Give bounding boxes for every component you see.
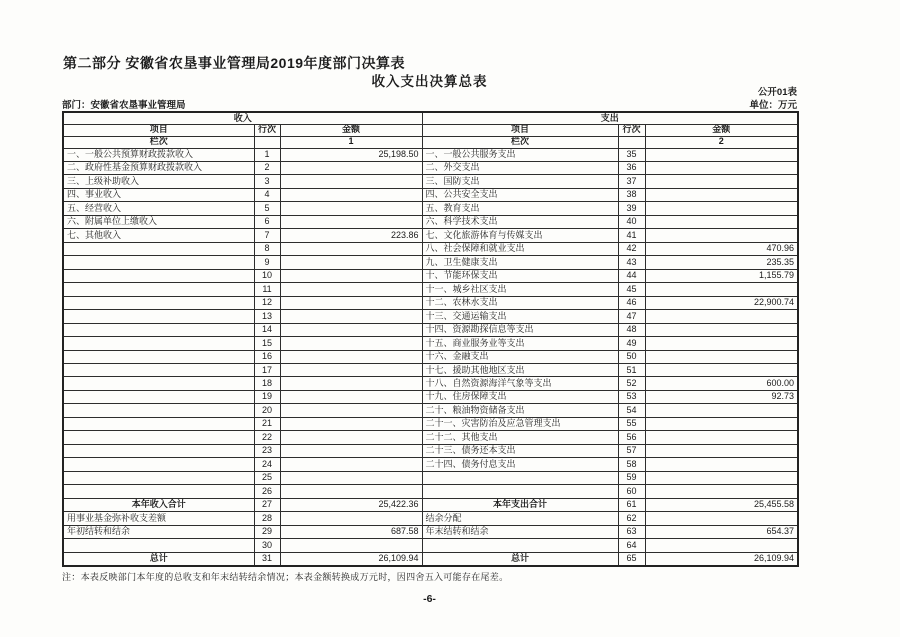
- table-row: [63, 350, 798, 363]
- income-item-cell: [63, 458, 254, 471]
- expense-amount-cell: [645, 364, 798, 377]
- expense-rowno-cell: 54: [618, 404, 645, 417]
- income-amount-cell: [280, 175, 422, 188]
- column-header-row: [63, 124, 798, 136]
- income-rowno-column-header: 行次: [254, 124, 280, 136]
- table-row: [63, 296, 798, 309]
- table-row: [63, 485, 798, 498]
- expense-rowno-cell: 36: [618, 161, 645, 174]
- expense-amount-cell: 600.00: [645, 377, 798, 390]
- income-item-cell: [63, 269, 254, 282]
- income-rowno-cell: 19: [254, 390, 280, 403]
- income-rowno-cell: 29: [254, 525, 280, 538]
- income-amount-cell: [280, 417, 422, 430]
- expense-item-cell: [422, 471, 618, 484]
- table-row: [63, 283, 798, 296]
- income-rowno-cell: 28: [254, 512, 280, 525]
- expense-rowno-cell: 39: [618, 202, 645, 215]
- income-rowno-cell: 31: [254, 552, 280, 566]
- expense-amount-cell: [645, 350, 798, 363]
- expense-item-cell: 八、社会保障和就业支出: [422, 242, 618, 255]
- income-item-cell: [63, 377, 254, 390]
- income-rowno-cell: 14: [254, 323, 280, 336]
- expense-item-cell: 七、文化旅游体育与传媒支出: [422, 229, 618, 242]
- income-rowno-cell: 6: [254, 215, 280, 228]
- table-row: [63, 242, 798, 255]
- expense-rowno-cell: 49: [618, 337, 645, 350]
- table-row: [63, 256, 798, 269]
- table-row: [63, 337, 798, 350]
- expense-rowno-cell: 37: [618, 175, 645, 188]
- income-amount-cell: [280, 377, 422, 390]
- income-amount-cell: [280, 364, 422, 377]
- income-amount-cell: [280, 539, 422, 552]
- income-item-cell: 用事业基金弥补收支差额: [63, 512, 254, 525]
- expense-rowno-cell: 53: [618, 390, 645, 403]
- expense-amount-cell: [645, 417, 798, 430]
- expense-amount-cell: [645, 323, 798, 336]
- income-item-cell: 六、附属单位上缴收入: [63, 215, 254, 228]
- section-header-row: [63, 112, 798, 124]
- income-amount-cell: 25,198.50: [280, 148, 422, 161]
- income-item-cell: [63, 337, 254, 350]
- expense-amount-cell: [645, 512, 798, 525]
- expense-rowno-index-blank: [618, 136, 645, 148]
- income-amount-cell: [280, 296, 422, 309]
- income-rowno-cell: 26: [254, 485, 280, 498]
- table-row: [63, 202, 798, 215]
- expense-rowno-cell: 46: [618, 296, 645, 309]
- income-item-cell: [63, 350, 254, 363]
- expense-item-cell: 二十、粮油物资储备支出: [422, 404, 618, 417]
- expense-item-cell: 十五、商业服务业等支出: [422, 337, 618, 350]
- income-rowno-cell: 17: [254, 364, 280, 377]
- expense-rowno-cell: 65: [618, 552, 645, 566]
- income-amount-cell: 223.86: [280, 229, 422, 242]
- expense-rowno-cell: 48: [618, 323, 645, 336]
- income-amount-cell: [280, 323, 422, 336]
- income-item-cell: 四、事业收入: [63, 188, 254, 201]
- income-rowno-cell: 1: [254, 148, 280, 161]
- page-number: -6-: [423, 593, 436, 605]
- expense-item-cell: 一、一般公共服务支出: [422, 148, 618, 161]
- income-item-cell: [63, 283, 254, 296]
- expense-amount-cell: 22,900.74: [645, 296, 798, 309]
- income-rowno-cell: 7: [254, 229, 280, 242]
- expense-item-cell: 六、科学技术支出: [422, 215, 618, 228]
- income-rowno-cell: 4: [254, 188, 280, 201]
- expense-amount-cell: 654.37: [645, 525, 798, 538]
- income-rowno-cell: 9: [254, 256, 280, 269]
- income-column-index: 1: [280, 136, 422, 148]
- income-item-cell: 一、一般公共预算财政拨款收入: [63, 148, 254, 161]
- table-row: [63, 525, 798, 538]
- expense-item-cell: 二十三、债务还本支出: [422, 444, 618, 457]
- income-item-cell: 二、政府性基金预算财政拨款收入: [63, 161, 254, 174]
- expense-amount-cell: [645, 444, 798, 457]
- income-rowno-cell: 24: [254, 458, 280, 471]
- income-rowno-cell: 30: [254, 539, 280, 552]
- table-row: [63, 161, 798, 174]
- expense-rowno-cell: 50: [618, 350, 645, 363]
- expense-amount-cell: [645, 229, 798, 242]
- table-row: [63, 390, 798, 403]
- income-rowno-cell: 5: [254, 202, 280, 215]
- expense-item-cell: 十二、农林水支出: [422, 296, 618, 309]
- income-item-cell: 七、其他收入: [63, 229, 254, 242]
- unit-label: 单位：万元: [749, 100, 797, 111]
- expense-item-cell: 结余分配: [422, 512, 618, 525]
- income-rowno-cell: 2: [254, 161, 280, 174]
- expense-column-index-label: 栏次: [422, 136, 618, 148]
- table-title: 收入支出决算总表: [371, 74, 488, 89]
- expense-item-cell: 十三、交通运输支出: [422, 310, 618, 323]
- expense-rowno-cell: 38: [618, 188, 645, 201]
- expense-section-header: 支出: [422, 112, 798, 124]
- expense-item-cell: 十九、住房保障支出: [422, 390, 618, 403]
- income-amount-cell: [280, 310, 422, 323]
- income-rowno-cell: 13: [254, 310, 280, 323]
- income-amount-cell: 25,422.36: [280, 498, 422, 511]
- expense-amount-cell: 470.96: [645, 242, 798, 255]
- expense-rowno-cell: 35: [618, 148, 645, 161]
- expense-rowno-cell: 45: [618, 283, 645, 296]
- income-item-cell: [63, 256, 254, 269]
- expense-item-cell: 三、国防支出: [422, 175, 618, 188]
- income-rowno-cell: 8: [254, 242, 280, 255]
- income-item-cell: [63, 310, 254, 323]
- table-row: [63, 229, 798, 242]
- income-amount-cell: 26,109.94: [280, 552, 422, 566]
- expense-item-cell: 二十四、债务付息支出: [422, 458, 618, 471]
- income-amount-cell: [280, 431, 422, 444]
- table-row: [63, 364, 798, 377]
- expense-rowno-cell: 58: [618, 458, 645, 471]
- expense-item-cell: 十六、金融支出: [422, 350, 618, 363]
- expense-amount-cell: [645, 539, 798, 552]
- expense-amount-cell: [645, 215, 798, 228]
- expense-column-index: 2: [645, 136, 798, 148]
- expense-item-cell: 十七、援助其他地区支出: [422, 364, 618, 377]
- income-item-cell: [63, 364, 254, 377]
- expense-item-cell: 十八、自然资源海洋气象等支出: [422, 377, 618, 390]
- income-amount-cell: [280, 458, 422, 471]
- table-row: [63, 175, 798, 188]
- expense-rowno-cell: 64: [618, 539, 645, 552]
- income-item-column-header: 项目: [63, 124, 254, 136]
- column-index-row: [63, 136, 798, 148]
- table-row: [63, 269, 798, 282]
- income-amount-cell: [280, 350, 422, 363]
- table-row: [63, 458, 798, 471]
- table-row: [63, 431, 798, 444]
- expense-amount-cell: [645, 431, 798, 444]
- income-item-cell: [63, 404, 254, 417]
- income-item-cell: [63, 296, 254, 309]
- expense-rowno-cell: 40: [618, 215, 645, 228]
- income-amount-cell: [280, 404, 422, 417]
- table-row: [63, 377, 798, 390]
- expense-rowno-cell: 47: [618, 310, 645, 323]
- income-amount-cell: [280, 471, 422, 484]
- expense-amount-cell: 25,455.58: [645, 498, 798, 511]
- expense-rowno-cell: 57: [618, 444, 645, 457]
- income-amount-cell: [280, 202, 422, 215]
- expense-rowno-cell: 42: [618, 242, 645, 255]
- income-item-cell: [63, 390, 254, 403]
- income-amount-cell: [280, 283, 422, 296]
- income-amount-cell: 687.58: [280, 525, 422, 538]
- income-amount-column-header: 金额: [280, 124, 422, 136]
- table-row: [63, 148, 798, 161]
- income-rowno-cell: 22: [254, 431, 280, 444]
- expense-amount-cell: [645, 337, 798, 350]
- expense-item-column-header: 项目: [422, 124, 618, 136]
- income-column-index-label: 栏次: [63, 136, 254, 148]
- expense-amount-cell: [645, 175, 798, 188]
- expense-amount-cell: [645, 404, 798, 417]
- expense-rowno-cell: 44: [618, 269, 645, 282]
- income-rowno-cell: 11: [254, 283, 280, 296]
- expense-amount-cell: [645, 148, 798, 161]
- expense-item-cell: 本年支出合计: [422, 498, 618, 511]
- expense-item-cell: 二十一、灾害防治及应急管理支出: [422, 417, 618, 430]
- expense-amount-cell: [645, 485, 798, 498]
- expense-item-cell: [422, 539, 618, 552]
- expense-item-cell: 二十二、其他支出: [422, 431, 618, 444]
- income-rowno-cell: 16: [254, 350, 280, 363]
- expense-rowno-cell: 61: [618, 498, 645, 511]
- expense-item-cell: 五、教育支出: [422, 202, 618, 215]
- expense-rowno-cell: 60: [618, 485, 645, 498]
- expense-rowno-cell: 55: [618, 417, 645, 430]
- income-amount-cell: [280, 337, 422, 350]
- expense-amount-cell: [645, 283, 798, 296]
- expense-item-cell: 四、公共安全支出: [422, 188, 618, 201]
- table-row: [63, 552, 798, 566]
- expense-rowno-cell: 51: [618, 364, 645, 377]
- expense-amount-cell: 26,109.94: [645, 552, 798, 566]
- income-rowno-index-blank: [254, 136, 280, 148]
- income-amount-cell: [280, 444, 422, 457]
- expense-rowno-cell: 43: [618, 256, 645, 269]
- income-rowno-cell: 21: [254, 417, 280, 430]
- footnote: 注：本表反映部门本年度的总收支和年末结转结余情况；本表金额转换成万元时，因四舍五入可能存在尾差。: [62, 572, 509, 582]
- income-item-cell: 五、经营收入: [63, 202, 254, 215]
- table-row: [63, 539, 798, 552]
- income-item-cell: [63, 471, 254, 484]
- income-amount-cell: [280, 215, 422, 228]
- income-item-cell: 总计: [63, 552, 254, 566]
- income-amount-cell: [280, 390, 422, 403]
- expense-rowno-cell: 62: [618, 512, 645, 525]
- expense-item-cell: 九、卫生健康支出: [422, 256, 618, 269]
- table-row: [63, 188, 798, 201]
- income-expense-summary-table: [62, 111, 799, 567]
- expense-amount-cell: [645, 458, 798, 471]
- income-amount-cell: [280, 188, 422, 201]
- table-row: [63, 512, 798, 525]
- department-label: 部门：安徽省农垦事业管理局: [62, 100, 186, 111]
- income-item-cell: [63, 323, 254, 336]
- expense-rowno-cell: 52: [618, 377, 645, 390]
- income-item-cell: [63, 431, 254, 444]
- expense-rowno-cell: 59: [618, 471, 645, 484]
- income-rowno-cell: 12: [254, 296, 280, 309]
- table-row: [63, 444, 798, 457]
- expense-amount-cell: [645, 310, 798, 323]
- expense-amount-cell: 1,155.79: [645, 269, 798, 282]
- document-title: 第二部分 安徽省农垦事业管理局2019年度部门决算表: [63, 55, 406, 71]
- income-item-cell: [63, 242, 254, 255]
- form-code-label: 公开01表: [757, 87, 797, 98]
- expense-item-cell: 总计: [422, 552, 618, 566]
- expense-amount-cell: 92.73: [645, 390, 798, 403]
- income-rowno-cell: 27: [254, 498, 280, 511]
- expense-item-cell: 十、节能环保支出: [422, 269, 618, 282]
- table-row: [63, 471, 798, 484]
- income-rowno-cell: 23: [254, 444, 280, 457]
- table-row: [63, 417, 798, 430]
- income-rowno-cell: 18: [254, 377, 280, 390]
- expense-amount-cell: [645, 202, 798, 215]
- expense-item-cell: 二、外交支出: [422, 161, 618, 174]
- expense-item-cell: 年末结转和结余: [422, 525, 618, 538]
- expense-item-cell: 十一、城乡社区支出: [422, 283, 618, 296]
- expense-item-cell: 十四、资源勘探信息等支出: [422, 323, 618, 336]
- income-item-cell: [63, 539, 254, 552]
- income-amount-cell: [280, 256, 422, 269]
- income-rowno-cell: 15: [254, 337, 280, 350]
- expense-item-cell: [422, 485, 618, 498]
- expense-amount-cell: 235.35: [645, 256, 798, 269]
- table-row: [63, 404, 798, 417]
- expense-amount-cell: [645, 188, 798, 201]
- income-amount-cell: [280, 269, 422, 282]
- expense-rowno-cell: 63: [618, 525, 645, 538]
- income-amount-cell: [280, 161, 422, 174]
- expense-rowno-column-header: 行次: [618, 124, 645, 136]
- income-item-cell: 三、上级补助收入: [63, 175, 254, 188]
- income-rowno-cell: 3: [254, 175, 280, 188]
- expense-amount-column-header: 金额: [645, 124, 798, 136]
- table-row: [63, 498, 798, 511]
- income-amount-cell: [280, 242, 422, 255]
- income-rowno-cell: 20: [254, 404, 280, 417]
- table-meta-row: [62, 97, 797, 111]
- expense-amount-cell: [645, 161, 798, 174]
- income-section-header: 收入: [63, 112, 422, 124]
- income-item-cell: [63, 417, 254, 430]
- income-item-cell: 年初结转和结余: [63, 525, 254, 538]
- income-amount-cell: [280, 485, 422, 498]
- income-rowno-cell: 10: [254, 269, 280, 282]
- table-row: [63, 215, 798, 228]
- table-row: [63, 310, 798, 323]
- income-item-cell: [63, 485, 254, 498]
- income-rowno-cell: 25: [254, 471, 280, 484]
- income-item-cell: 本年收入合计: [63, 498, 254, 511]
- expense-amount-cell: [645, 471, 798, 484]
- expense-rowno-cell: 56: [618, 431, 645, 444]
- table-row: [63, 323, 798, 336]
- expense-rowno-cell: 41: [618, 229, 645, 242]
- income-item-cell: [63, 444, 254, 457]
- income-amount-cell: [280, 512, 422, 525]
